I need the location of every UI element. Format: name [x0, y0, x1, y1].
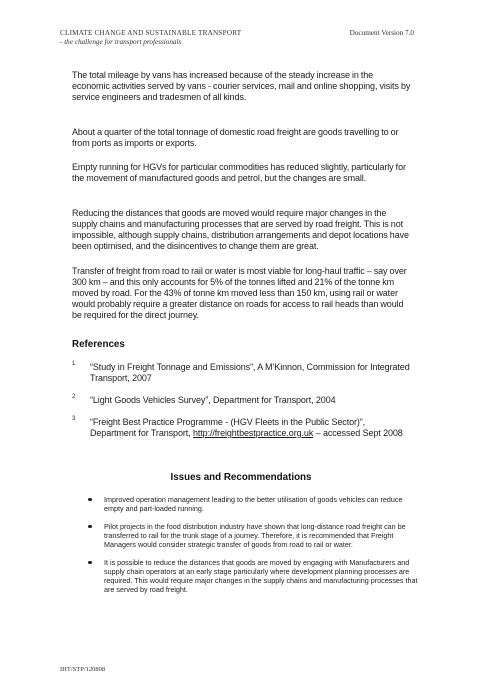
document-version: Document Version 7.0 — [349, 29, 414, 37]
recommendation-item — [88, 558, 418, 594]
recommendation-text: Improved operation management leading to the better utilisation of goods vehicles can reduce empty and part-loaded running. — [104, 495, 403, 513]
issues-recommendations-heading: Issues and Recommendations — [170, 472, 312, 483]
reference-number: 1 — [72, 361, 76, 367]
recommendations-list — [88, 495, 418, 603]
reference-number: 3 — [72, 416, 76, 422]
recommendation-item — [88, 495, 418, 513]
reference-text: “Study in Freight Tonnage and Emissions”, A M’Kinnon, Commission for Integrated Transport, 2007 — [90, 362, 410, 383]
recommendation-text: Pilot projects in the food distribution industry have shown that long-distance road freight can be transferred to rail for the trunk stage of a journey. Therefore, it is recommended that Freight Managers would consider strategic transfer of goods from road to rail or water. — [104, 522, 406, 549]
freight-best-practice-link[interactable]: http://freightbestpractice.org.uk — [192, 428, 314, 438]
header-row — [60, 29, 412, 37]
reference-text-before-link: “Freight Best Practice Programme - (HGV Fleets in the Public Sector)”, Department for Transport, — [90, 417, 366, 438]
paragraph-ports-freight: About a quarter of the total tonnage of domestic road freight are goods travelling to or from ports as imports or exports. — [72, 127, 399, 148]
references-heading: References — [72, 339, 125, 350]
paragraph-vans-mileage: The total mileage by vans has increased because of the steady increase in the economic activities served by vans - courier services, mail and online shopping, visits by service engineers and tradesmen of all kinds. — [72, 70, 411, 102]
paragraph-reducing-distances: Reducing the distances that goods are moved would require major changes in the supply chains and manufacturing processes that are served by road freight. This is not impossible, although supply chains, distribution arrangements and depot locations have been optimised, and the disincentives to change them are great. — [72, 208, 409, 251]
recommendation-item — [88, 522, 418, 549]
page-header — [60, 29, 412, 46]
paragraph-rail-water-transfer: Transfer of freight from road to rail or water is most viable for long-haul traffic – say over 300 km – and this only accounts for 5% of the tonnes lifted and 21% of the tonne km moved by road. For the 43% of tonne km moved less than 150 km, using rail or water would probably require a greater distance on roads for access to rail heads than would be required for the direct journey. — [72, 266, 407, 320]
reference-text: “Light Goods Vehicles Survey”, Department for Transport, 2004 — [90, 395, 336, 405]
footer-document-code: IHT/STP/120808 — [60, 666, 106, 673]
reference-text — [90, 417, 410, 439]
header-title: CLIMATE CHANGE AND SUSTAINABLE TRANSPORT — [60, 29, 242, 37]
header-subtitle: - the challenge for transport professionals — [60, 38, 182, 46]
bullet-icon — [88, 525, 92, 529]
bullet-icon — [88, 498, 92, 502]
recommendation-text: It is possible to reduce the distances that goods are moved by engaging with Manufacturers and supply chain operators at an early stage particularly where development planning processes are required. This would require major changes in the supply chains and manufacturing processes that are served by road freight. — [104, 558, 418, 594]
reference-text-after-link: – accessed Sept 2008 — [313, 428, 403, 438]
reference-number: 2 — [72, 394, 76, 400]
paragraph-empty-running: Empty running for HGVs for particular commodities has reduced slightly, particularly for the movement of manufactured goods and petrol, but the changes are small. — [72, 162, 406, 183]
bullet-icon — [88, 561, 92, 565]
